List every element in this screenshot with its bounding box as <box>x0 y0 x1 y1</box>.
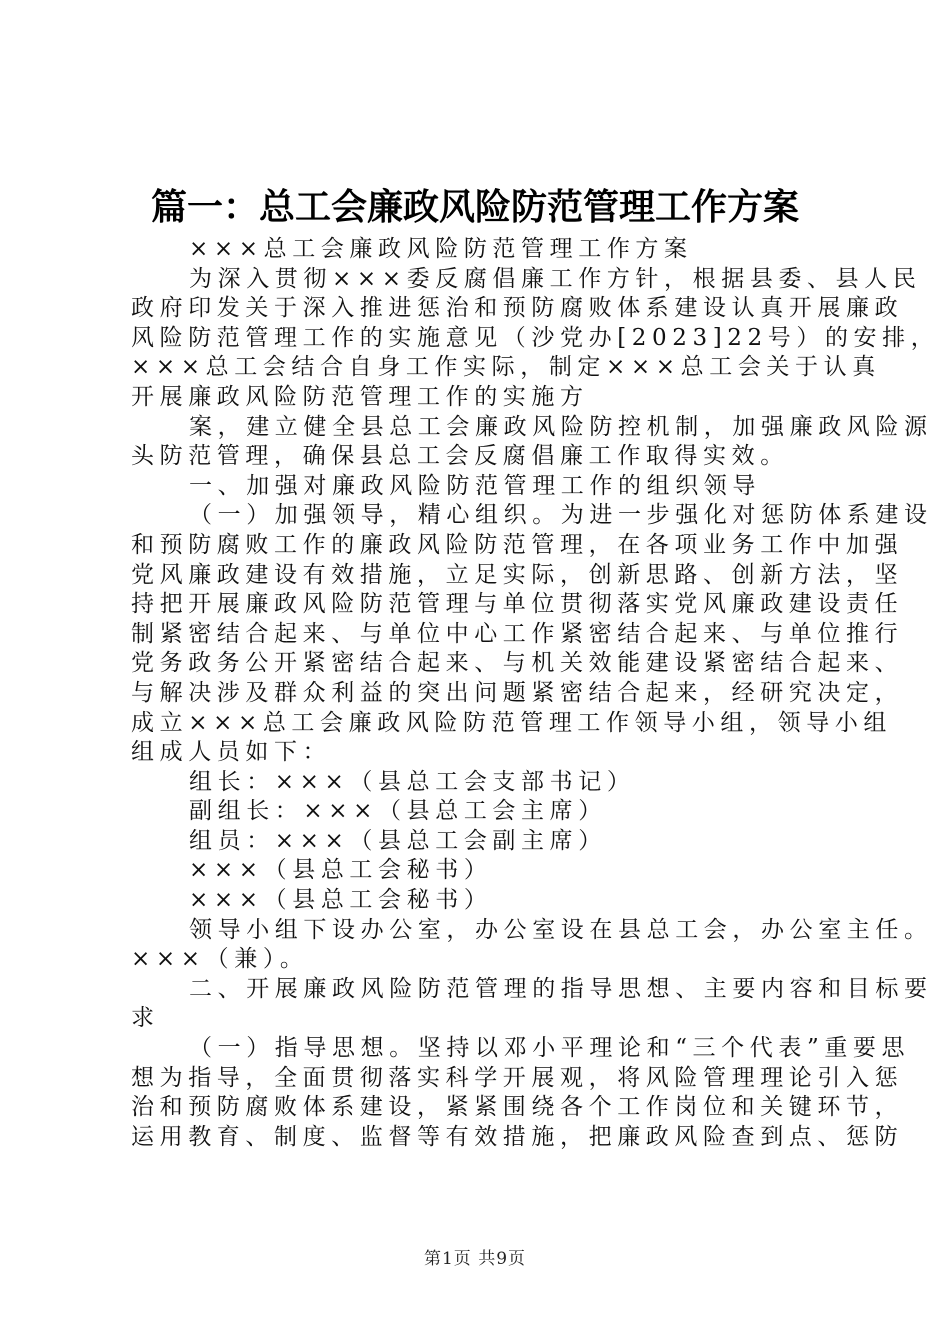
text-line: 想为指导，全面贯彻落实科学开展观，将风险管理理论引入惩 <box>131 1064 904 1091</box>
text-line: 与解决涉及群众利益的突出问题紧密结合起来，经研究决定， <box>131 679 904 706</box>
text-line: 持把开展廉政风险防范管理与单位贯彻落实党风廉政建设责任 <box>131 591 904 618</box>
text-line: 领导小组下设办公室，办公室设在县总工会，办公室主任。 <box>189 916 933 943</box>
text-line: 为深入贯彻×××委反腐倡廉工作方针，根据县委、县人民 <box>189 265 922 292</box>
text-line: ×××总工会廉政风险防范管理工作方案 <box>189 236 693 262</box>
text-line: 风险防范管理工作的实施意见（沙党办[2023]22号）的安排， <box>131 324 940 351</box>
text-line: 党务政务公开紧密结合起来、与机关效能建设紧密结合起来、 <box>131 650 904 677</box>
text-line: 组成人员如下： <box>131 739 332 766</box>
text-line: 副组长：×××（县总工会主席） <box>189 798 607 825</box>
text-line: 案，建立健全县总工会廉政风险防控机制，加强廉政风险源 <box>189 413 933 440</box>
page-footer: 第1页 共9页 <box>423 1249 527 1269</box>
text-line: 制紧密结合起来、与单位中心工作紧密结合起来、与单位推行 <box>131 620 904 647</box>
text-line: 成立×××总工会廉政风险防范管理工作领导小组，领导小组 <box>131 709 893 736</box>
text-line: 求 <box>131 1005 160 1032</box>
text-line: 开展廉政风险防范管理工作的实施方 <box>131 383 589 410</box>
text-line: ×××（兼）。 <box>131 946 309 973</box>
document-title: 篇一：总工会廉政风险防范管理工作方案 <box>150 187 799 228</box>
text-line: 二、开展廉政风险防范管理的指导思想、主要内容和目标要 <box>189 975 933 1002</box>
text-line: 党风廉政建设有效措施，立足实际，创新思路、创新方法，坚 <box>131 561 904 588</box>
text-line: （一）指导思想。坚持以邓小平理论和“三个代表”重要思 <box>189 1035 911 1062</box>
text-line: 头防范管理，确保县总工会反腐倡廉工作取得实效。 <box>131 443 789 470</box>
text-line: 一、加强对廉政风险防范管理工作的组织领导 <box>189 472 761 499</box>
text-line: 运用教育、制度、监督等有效措施，把廉政风险查到点、惩防 <box>131 1123 904 1150</box>
text-line: 组员：×××（县总工会副主席） <box>189 827 607 854</box>
text-line: 组长：×××（县总工会支部书记） <box>189 768 636 795</box>
text-line: 政府印发关于深入推进惩治和预防腐败体系建设认真开展廉政 <box>131 295 904 322</box>
text-line: ×××（县总工会秘书） <box>189 857 493 884</box>
document-body <box>131 235 940 1152</box>
text-line: 治和预防腐败体系建设，紧紧围绕各个工作岗位和关键环节， <box>131 1094 904 1121</box>
text-line: 和预防腐败工作的廉政风险防范管理，在各项业务工作中加强 <box>131 531 904 558</box>
text-line: ×××（县总工会秘书） <box>189 887 493 914</box>
text-line: ×××总工会结合自身工作实际，制定×××总工会关于认真 <box>131 354 881 381</box>
text-line: （一）加强领导，精心组织。为进一步强化对惩防体系建设 <box>189 502 933 529</box>
